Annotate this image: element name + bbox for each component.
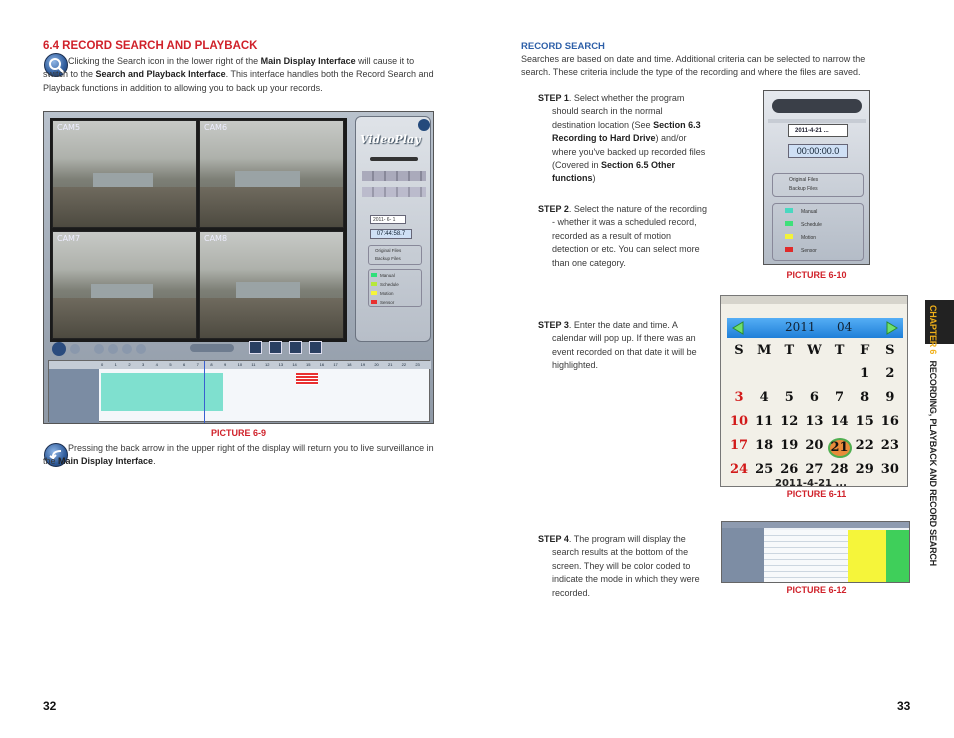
mode-swatch xyxy=(371,273,377,277)
chapter-title: RECORDING, PLAYBACK AND RECORD SEARCH xyxy=(928,360,938,566)
timeline-hour-label: 3 xyxy=(142,362,145,367)
chapter-number: CHAPTER 6 xyxy=(928,305,938,355)
timeline-hour-label: 11 xyxy=(251,362,256,367)
file-source-group xyxy=(368,245,422,265)
mode-schedule[interactable]: Schedule xyxy=(371,280,419,289)
timeline-hour-label: 8 xyxy=(210,362,213,367)
calendar-day[interactable]: 24 xyxy=(729,462,749,477)
weekday-label: T xyxy=(834,343,845,358)
section-heading: 6.4 RECORD SEARCH AND PLAYBACK xyxy=(43,40,258,52)
calendar-day[interactable]: 10 xyxy=(729,414,749,429)
weekday-label: T xyxy=(784,343,795,358)
weekday-label: S xyxy=(734,343,744,358)
date-field[interactable]: 2011-4-21 ... xyxy=(788,124,848,137)
calendar-day[interactable]: 19 xyxy=(780,438,799,453)
calendar-day[interactable]: 13 xyxy=(805,414,824,429)
playback-controls xyxy=(52,342,162,356)
pause-button[interactable] xyxy=(52,342,66,356)
volume-slider[interactable] xyxy=(772,99,862,113)
camera-label: CAM6 xyxy=(204,123,228,132)
camera-view xyxy=(199,120,344,228)
record-search-heading: RECORD SEARCH xyxy=(521,41,605,52)
calendar-day[interactable]: 4 xyxy=(759,390,769,405)
mode-sensor[interactable]: Sensor xyxy=(785,245,863,258)
camera-label: CAM5 xyxy=(57,123,81,132)
timeline-hour-label: 13 xyxy=(278,362,284,367)
progress-slider[interactable] xyxy=(190,344,234,352)
time-field[interactable]: 07:44:58.7 xyxy=(370,229,412,239)
timeline-cursor[interactable] xyxy=(204,361,205,423)
calendar-day[interactable]: 12 xyxy=(780,414,799,429)
file-source-group xyxy=(772,173,864,197)
search-playback-screenshot xyxy=(43,111,434,424)
calendar-footer-date: 2011-4-21 ... xyxy=(775,478,847,487)
timeline-hour-label: 22 xyxy=(401,362,407,367)
record-bar-motion xyxy=(848,530,886,583)
calendar-day[interactable]: 26 xyxy=(780,462,799,477)
timeline-hour-label: 15 xyxy=(306,362,311,367)
calendar-day[interactable]: 8 xyxy=(860,390,870,405)
calendar-day[interactable]: 7 xyxy=(835,390,845,405)
playback-toolbar[interactable] xyxy=(362,171,426,181)
weekday-label: M xyxy=(756,343,772,358)
timeline-hour-label: 4 xyxy=(155,362,158,367)
calendar-day[interactable]: 17 xyxy=(729,438,749,453)
mode-swatch xyxy=(371,282,377,286)
mode-swatch xyxy=(785,221,793,226)
back-arrow-paragraph: Pressing the back arrow in the upper right of the display will return you to live surveillance in the Main Display Interface. xyxy=(43,443,434,467)
calendar-day[interactable]: 9 xyxy=(885,390,895,405)
mode-motion[interactable]: Motion xyxy=(371,289,419,298)
calendar-year: 2011 xyxy=(785,320,816,334)
mode-swatch xyxy=(785,247,793,252)
original-files-radio[interactable]: Original Files xyxy=(375,248,402,253)
mode-schedule[interactable]: Schedule xyxy=(785,219,863,232)
mode-manual[interactable]: Manual xyxy=(371,271,419,280)
backup-files-radio[interactable]: Backup Files xyxy=(375,256,401,261)
picture-caption: PICTURE 6-12 xyxy=(786,585,847,595)
timeline-hour-label: 14 xyxy=(292,362,297,367)
calendar-day[interactable]: 29 xyxy=(855,462,874,477)
weekday-label: S xyxy=(885,343,895,358)
layout-16-button[interactable] xyxy=(309,341,322,354)
timeline-hour-label: 6 xyxy=(183,362,186,367)
calendar-day[interactable]: 11 xyxy=(755,414,774,429)
mode-motion[interactable]: Motion xyxy=(785,232,863,245)
mode-swatch xyxy=(371,300,377,304)
step-4: STEP 4. The program will display the search results at the bottom of the screen. They will be color coded to indicate the mode in which they were recorded. xyxy=(538,534,700,598)
back-arrow-icon[interactable] xyxy=(418,119,430,131)
calendar-popup[interactable] xyxy=(720,295,908,487)
record-bar-sensor xyxy=(296,373,318,385)
videoplay-logo: VideoPlay xyxy=(360,133,421,146)
channel-list[interactable] xyxy=(722,528,764,583)
timeline-hour-label: 18 xyxy=(347,362,352,367)
picture-caption: PICTURE 6-11 xyxy=(786,489,847,499)
step-3: STEP 3. Enter the date and time. A calendar will pop up. If there was an event recorded on that date it will be highlighted. xyxy=(538,320,697,371)
calendar-day[interactable]: 6 xyxy=(809,390,819,405)
mode-swatch xyxy=(785,234,793,239)
mode-swatch xyxy=(785,208,793,213)
timeline-hours xyxy=(49,361,431,369)
record-search-intro: Searches are based on date and time. Additional criteria can be selected to narrow the search. These criteria include the type of the recording and where the files are saved. xyxy=(521,54,866,78)
calendar-header xyxy=(727,318,903,338)
calendar-day[interactable]: 3 xyxy=(734,390,744,405)
layout-buttons xyxy=(249,341,329,354)
picture-caption: PICTURE 6-10 xyxy=(786,270,847,280)
volume-slider[interactable] xyxy=(370,157,418,161)
calendar-day[interactable]: 30 xyxy=(880,462,899,477)
calendar-day[interactable]: 1 xyxy=(860,366,870,381)
intro-paragraph: Clicking the Search icon in the lower right of the Main Display Interface will cause it to switch to the Search and Playback Interface. This interface handles both the Record Search and Playback functions in addition to allowing you to back up your records. xyxy=(43,56,434,93)
mode-manual[interactable]: Manual xyxy=(785,206,863,219)
backup-files-radio[interactable]: Backup Files xyxy=(789,186,818,192)
day-grid xyxy=(727,366,903,486)
time-field[interactable]: 00:00:00.0 xyxy=(788,144,848,158)
tool-icons[interactable] xyxy=(362,187,426,197)
layout-4-button[interactable] xyxy=(269,341,282,354)
camera-view xyxy=(52,120,197,228)
camera-grid xyxy=(50,118,347,342)
original-files-radio[interactable]: Original Files xyxy=(789,177,819,183)
weekday-label: F xyxy=(860,343,870,358)
calendar-day[interactable]: 14 xyxy=(830,414,849,429)
next-month-arrow-icon[interactable] xyxy=(885,321,899,335)
search-timeline[interactable] xyxy=(48,360,430,422)
mode-swatch xyxy=(371,291,377,295)
timeline-hour-label: 19 xyxy=(360,362,366,367)
weekday-label: W xyxy=(807,343,822,358)
timeline-hour-label: 20 xyxy=(374,362,379,367)
picture-6-10 xyxy=(763,90,870,265)
camera-label: CAM8 xyxy=(204,234,228,243)
fast-button[interactable] xyxy=(122,344,132,354)
calendar-day[interactable]: 22 xyxy=(855,438,874,453)
timeline-hour-label: 2 xyxy=(128,362,131,367)
timeline-hour-label: 5 xyxy=(169,362,172,367)
calendar-day[interactable]: 27 xyxy=(805,462,824,477)
timeline-hour-label: 10 xyxy=(237,362,243,367)
calendar-day[interactable]: 2 xyxy=(885,366,895,381)
date-field[interactable]: 2011- 6- 1 xyxy=(370,215,406,224)
channel-list[interactable] xyxy=(49,369,99,423)
timeline-hour-label: 16 xyxy=(319,362,325,367)
layout-9-button[interactable] xyxy=(289,341,302,354)
mode-filter-group xyxy=(772,203,864,261)
backup-button[interactable] xyxy=(136,344,146,354)
calendar-day[interactable]: 16 xyxy=(880,414,899,429)
timeline-hour-label: 23 xyxy=(415,362,420,367)
calendar-day[interactable]: 20 xyxy=(805,438,824,453)
timeline-hour-label: 9 xyxy=(224,362,227,367)
picture-caption: PICTURE 6-9 xyxy=(210,428,266,438)
record-bar-schedule xyxy=(886,530,910,583)
mode-filter-group xyxy=(368,269,422,307)
timeline-hour-label: 21 xyxy=(388,362,393,367)
calendar-day[interactable]: 25 xyxy=(755,462,774,477)
calendar-day[interactable]: 18 xyxy=(755,438,774,453)
calendar-day[interactable]: 15 xyxy=(855,414,874,429)
step-1: STEP 1. Select whether the program should search in the normal destination location (See Section 6.3 Recording to Hard Drive) and/or where you've backed up recorded files (Covered in Section 6.5 Other functions) xyxy=(538,93,706,184)
prev-month-arrow-icon[interactable] xyxy=(731,321,745,335)
timeline-hour-label: 7 xyxy=(196,362,199,367)
calendar-day[interactable]: 28 xyxy=(830,462,849,477)
step-2: STEP 2. Select the nature of the recording - whether it was a scheduled record, recorded as a result of motion detection or etc. You can select more than one category. xyxy=(538,204,707,268)
calendar-day-highlighted[interactable]: 21 xyxy=(828,438,852,458)
control-panel xyxy=(355,116,431,342)
timeline-hour-label: 0 xyxy=(101,362,104,367)
step-button[interactable] xyxy=(94,344,104,354)
weekday-row xyxy=(727,343,903,359)
mode-sensor[interactable]: Sensor xyxy=(371,298,419,307)
page-number-left: 32 xyxy=(43,699,57,713)
calendar-day[interactable]: 23 xyxy=(880,438,899,453)
calendar-day[interactable]: 5 xyxy=(784,390,794,405)
camera-view xyxy=(52,231,197,339)
timeline-hour-label: 17 xyxy=(333,362,338,367)
picture-6-12 xyxy=(721,521,910,583)
timeline-hour-label: 12 xyxy=(265,362,270,367)
camera-view xyxy=(199,231,344,339)
slow-button[interactable] xyxy=(108,344,118,354)
page-number-right: 33 xyxy=(897,699,911,713)
stop-button[interactable] xyxy=(70,344,80,354)
calendar-month: 04 xyxy=(837,320,853,334)
layout-1-button[interactable] xyxy=(249,341,262,354)
camera-label: CAM7 xyxy=(57,234,81,243)
timeline-hour-label: 1 xyxy=(114,362,117,367)
